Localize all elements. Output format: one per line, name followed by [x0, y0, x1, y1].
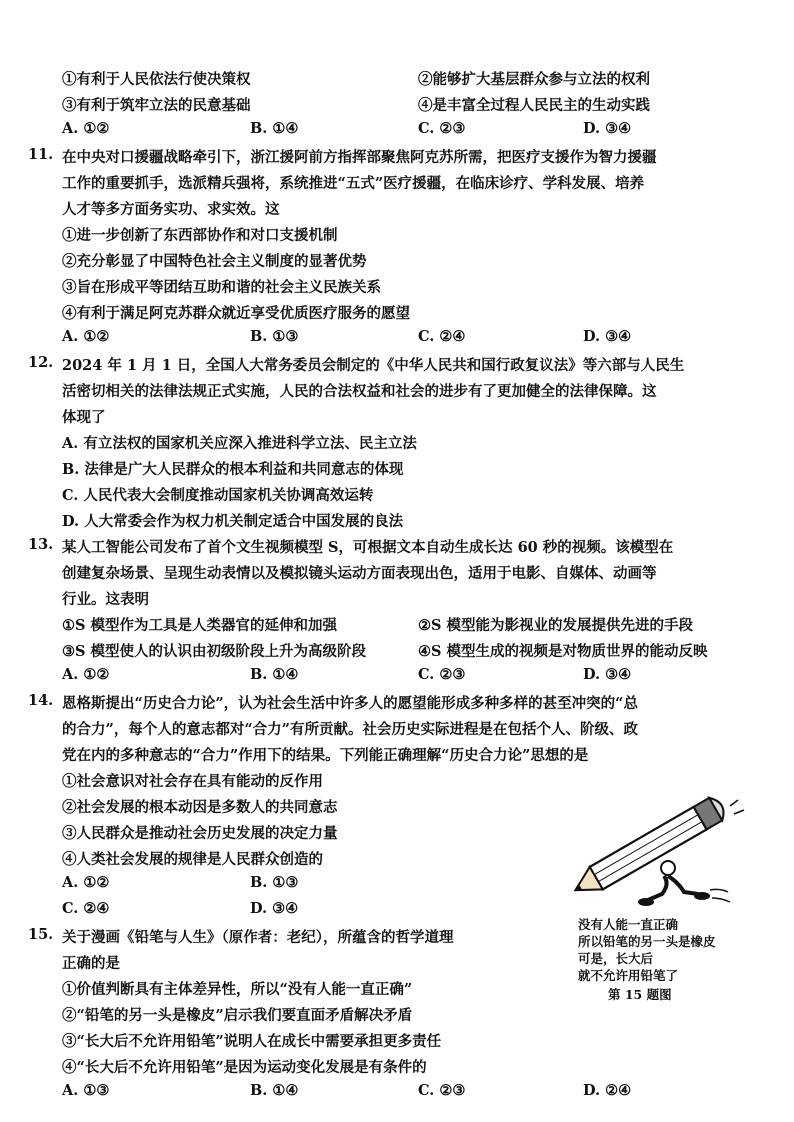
q11-item-4: ④有利于满足阿克苏群众就近享受优质医疗服务的愿望 — [62, 305, 410, 322]
q10-answer-c: C. ②③ — [418, 120, 466, 137]
q15-answer-d: D. ②④ — [583, 1082, 632, 1099]
q13-item-2: ②S 模型能为影视业的发展提供先进的手段 — [418, 617, 694, 634]
q10-answer-a: A. ①② — [62, 120, 110, 137]
q10-item-3: ③有利于筑牢立法的民意基础 — [62, 97, 251, 114]
q13-answer-d: D. ③④ — [583, 666, 632, 683]
q12-option-a: A. 有立法权的国家机关应深入推进科学立法、民主立法 — [62, 435, 417, 452]
q14-item-3: ③人民群众是推动社会历史发展的决定力量 — [62, 825, 338, 842]
q12-option-d: D. 人大常委会作为权力机关制定适合中国发展的良法 — [62, 513, 404, 530]
q12-option-c: C. 人民代表大会制度推动国家机关协调高效运转 — [62, 487, 374, 504]
q13-stem-line-2: 创建复杂场景、呈现生动表情以及模拟镜头运动方面表现出色，适用于电影、自媒体、动画等 — [62, 565, 657, 582]
q15-answer-c: C. ②③ — [418, 1082, 466, 1099]
q13-answer-c: C. ②③ — [418, 666, 466, 683]
q13-item-4: ④S 模型生成的视频是对物质世界的能动反映 — [418, 643, 708, 660]
q10-answer-b: B. ①④ — [250, 120, 299, 137]
q11-stem-line-3: 人才等多方面务实功、求实效。这 — [62, 201, 280, 218]
q15-item-2: ②“铅笔的另一头是橡皮”启示我们要直面矛盾解决矛盾 — [62, 1007, 413, 1024]
q15-stem-line-2: 正确的是 — [62, 955, 120, 972]
q11-answer-b: B. ①③ — [250, 328, 299, 345]
q12-number: 12. — [28, 354, 54, 371]
q14-answer-a: A. ①② — [62, 874, 110, 891]
q10-item-1: ①有利于人民依法行使决策权 — [62, 71, 251, 88]
q10-item-2: ②能够扩大基层群众参与立法的权利 — [418, 71, 650, 88]
q11-item-3: ③旨在形成平等团结互助和谐的社会主义民族关系 — [62, 279, 381, 296]
q11-number: 11. — [28, 146, 54, 163]
q13-stem-line-3: 行业。这表明 — [62, 591, 149, 608]
q14-stem-line-1: 恩格斯提出“历史合力论”，认为社会生活中许多人的愿望能形成多种多样的甚至冲突的“总 — [62, 695, 639, 712]
q13-item-1: ①S 模型作为工具是人类器官的延伸和加强 — [62, 617, 338, 634]
q14-stem-line-3: 党在内的多种意志的“合力”作用下的结果。下列能正确理解“历史合力论”思想的是 — [62, 747, 589, 764]
cartoon-figure-label: 第 15 题图 — [608, 987, 672, 1002]
cartoon-caption-line-4: 就不允许用铅笔了 — [578, 968, 679, 983]
q12-stem-line-3: 体现了 — [62, 409, 106, 426]
cartoon-caption-line-1: 没有人能一直正确 — [578, 917, 679, 932]
q13-stem-line-1: 某人工智能公司发布了首个文生视频模型 S，可根据文本自动生成长达 60 秒的视频。该模型在 — [62, 539, 674, 556]
q15-item-4: ④“长大后不允许用铅笔”是因为运动变化发展是有条件的 — [62, 1059, 427, 1076]
q14-answer-d: D. ③④ — [250, 900, 299, 917]
q14-stem-line-2: 的合力”，每个人的意志都对“合力”有所贡献。社会历史实际进程是在包括个人、阶级、政 — [62, 721, 639, 738]
q10-item-4: ④是丰富全过程人民民主的生动实践 — [418, 97, 650, 114]
cartoon-caption-line-3: 可是，长大后 — [578, 951, 654, 966]
q14-answer-c: C. ②④ — [62, 900, 110, 917]
q13-number: 13. — [28, 536, 54, 553]
q15-number: 15. — [28, 926, 54, 943]
q11-stem-line-1: 在中央对口援疆战略牵引下，浙江援阿前方指挥部聚焦阿克苏所需，把医疗支援作为智力援疆 — [62, 149, 657, 166]
q11-stem-line-2: 工作的重要抓手，选派精兵强将，系统推进“五式”医疗援疆，在临床诊疗、学科发展、培养 — [62, 175, 645, 192]
cartoon-caption-line-2: 所以铅笔的另一头是橡皮 — [578, 934, 716, 949]
q12-stem-line-2: 活密切相关的法律法规正式实施，人民的合法权益和社会的进步有了更加健全的法律保障。这 — [62, 383, 657, 400]
q13-answer-b: B. ①④ — [250, 666, 299, 683]
q14-answer-b: B. ①③ — [250, 874, 299, 891]
q15-stem-line-1: 关于漫画《铅笔与人生》（原作者：老纪），所蕴含的哲学道理 — [62, 929, 454, 946]
q11-answer-a: A. ①② — [62, 328, 110, 345]
q14-number: 14. — [28, 692, 54, 709]
q13-item-3: ③S 模型使人的认识由初级阶段上升为高级阶段 — [62, 643, 367, 660]
pencil-cartoon-illustration — [560, 790, 750, 910]
q14-item-2: ②社会发展的根本动因是多数人的共同意志 — [62, 799, 338, 816]
q14-item-1: ①社会意识对社会存在具有能动的反作用 — [62, 773, 323, 790]
q13-answer-a: A. ①② — [62, 666, 110, 683]
q15-answer-b: B. ①④ — [250, 1082, 299, 1099]
q14-item-4: ④人类社会发展的规律是人民群众创造的 — [62, 851, 323, 868]
q11-answer-d: D. ③④ — [583, 328, 632, 345]
q11-item-2: ②充分彰显了中国特色社会主义制度的显著优势 — [62, 253, 367, 270]
q15-item-1: ①价值判断具有主体差异性，所以“没有人能一直正确” — [62, 981, 413, 998]
q11-item-1: ①进一步创新了东西部协作和对口支援机制 — [62, 227, 338, 244]
q15-answer-a: A. ①③ — [62, 1082, 110, 1099]
q11-answer-c: C. ②④ — [418, 328, 466, 345]
q15-item-3: ③“长大后不允许用铅笔”说明人在成长中需要承担更多责任 — [62, 1033, 442, 1050]
q12-stem-line-1: 2024 年 1 月 1 日，全国人大常务委员会制定的《中华人民共和国行政复议法》等六部与人民生 — [62, 357, 685, 374]
q12-option-b: B. 法律是广大人民群众的根本利益和共同意志的体现 — [62, 461, 404, 478]
q10-answer-d: D. ③④ — [583, 120, 632, 137]
